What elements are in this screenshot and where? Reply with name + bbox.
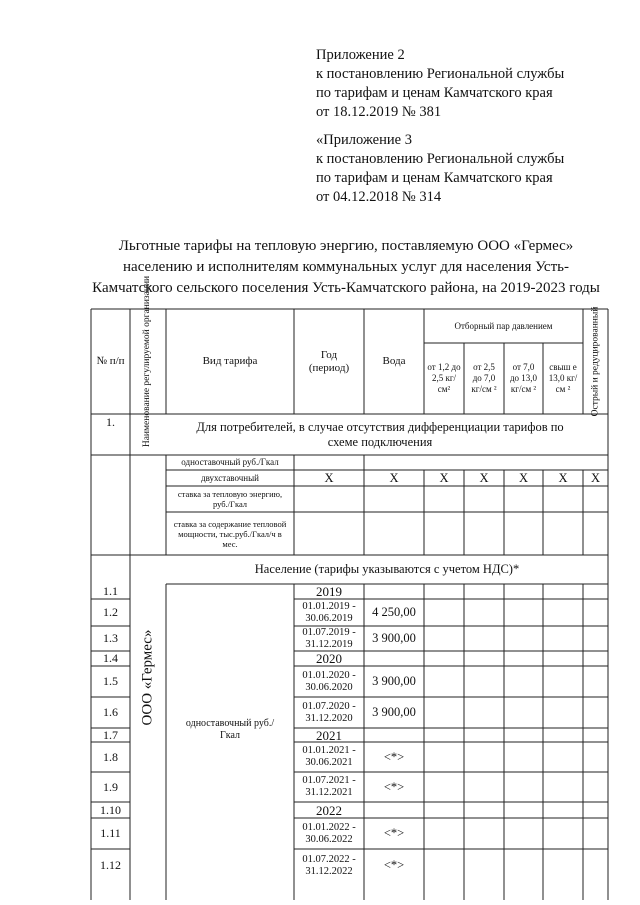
row-num: 1.4 — [103, 651, 118, 665]
header-pressure-3: от 7,0 до 13,0 кг/см ² — [509, 362, 538, 394]
x-mark: X — [439, 470, 449, 485]
section-1-title: Для потребителей, в случае отсутствия дифференциации тарифов по схеме подключения — [196, 419, 564, 449]
row-value: <*> — [383, 779, 405, 794]
row-period: 2022 — [316, 802, 342, 818]
header-org — [130, 275, 166, 448]
appendix-3-line: от 04.12.2018 № 314 — [316, 189, 442, 205]
row-num: 1.10 — [100, 802, 121, 817]
header-org-text: Наименование регулируемой организации — [142, 275, 153, 448]
row-value: <*> — [383, 858, 405, 872]
header-pressure-4: свыш е 13,0 кг/см ² — [548, 362, 578, 394]
header-live-steam-text: Острый и редуцированный — [590, 306, 601, 417]
row-period: 2020 — [316, 651, 342, 666]
title-line: Камчатского сельского поселения Усть-Камчатского района, на 2019-2023 годы — [92, 280, 600, 296]
population-tariff-type: одноставочный руб./Гкал — [185, 718, 275, 741]
x-mark: X — [558, 470, 568, 485]
header-pressure-1: от 1,2 до 2,5 кг/см² — [427, 362, 461, 394]
tariff-capacity-rate: ставка за содержание тепловой мощности, тыс.руб./Гкал/ч в мес. — [173, 518, 287, 549]
header-year: Год (период) — [308, 348, 350, 374]
tariff-energy-rate: ставка за тепловую энергию, руб./Гкал — [177, 489, 283, 509]
tariff-double-rate: двухставочный — [201, 472, 259, 483]
appendix-2-line: к постановлению Региональной службы — [316, 66, 565, 82]
organization-name-text: ООО «Гермес» — [139, 629, 156, 726]
row-value: <*> — [383, 826, 405, 840]
row-num: 1.2 — [103, 605, 118, 619]
row-num: 1.3 — [103, 631, 118, 645]
appendix-3-line: «Приложение 3 — [316, 132, 412, 148]
organization-name — [130, 455, 166, 900]
x-mark: X — [590, 470, 601, 485]
row-num: 1.12 — [100, 858, 121, 872]
appendix-2-block — [316, 46, 564, 122]
row-period: 2019 — [316, 584, 342, 599]
appendix-3-block — [316, 131, 564, 207]
row-num: 1.9 — [103, 779, 118, 794]
row-period: 01.07.2022 - 31.12.2022 — [302, 853, 356, 877]
header-live-steam — [583, 306, 608, 417]
header-water: Вода — [382, 355, 406, 367]
row-period: 01.07.2021 - 31.12.2021 — [302, 775, 356, 798]
row-period: 01.01.2020 - 30.06.2020 — [302, 669, 356, 693]
row-value: 4 250,00 — [372, 605, 416, 619]
row-value: 3 900,00 — [372, 631, 416, 645]
x-mark: X — [518, 470, 529, 485]
header-steam: Отборный пар давлением — [454, 320, 553, 331]
tariff-single-rate: одноставочный руб./Гкал — [181, 457, 279, 467]
row-num: 1.1 — [103, 584, 118, 598]
appendix-2-line: от 18.12.2019 № 381 — [316, 104, 442, 120]
row-period: 2021 — [316, 727, 342, 743]
row-value: 3 900,00 — [372, 705, 416, 719]
row-period: 01.07.2020 - 31.12.2020 — [302, 700, 356, 724]
title-line: Льготные тарифы на тепловую энергию, поставляемую ООО «Гермес» — [118, 238, 574, 254]
row-num: 1.5 — [103, 674, 118, 688]
row-period: 01.07.2019 - 31.12.2019 — [302, 626, 356, 650]
x-mark: X — [389, 470, 399, 485]
header-tariff-type: Вид тарифа — [202, 355, 258, 367]
row-value: <*> — [383, 749, 405, 764]
row-num: 1.7 — [103, 727, 118, 742]
row-value: 3 900,00 — [372, 674, 416, 688]
title-line: населению и исполнителям коммунальных услуг для населения Усть- — [123, 259, 569, 275]
row-period: 01.01.2022 - 30.06.2022 — [302, 821, 356, 845]
row-num: 1.6 — [103, 705, 118, 719]
row-period: 01.01.2021 - 30.06.2021 — [302, 745, 356, 768]
population-header: Население (тарифы указываются с учетом НДС)* — [254, 562, 520, 576]
header-num: № п/п — [96, 355, 125, 367]
row-period: 01.01.2019 - 30.06.2019 — [302, 600, 356, 624]
x-mark: X — [479, 470, 489, 485]
appendix-2-line: по тарифам и ценам Камчатского края — [316, 85, 553, 101]
appendix-3-line: по тарифам и ценам Камчатского края — [316, 170, 553, 186]
header-pressure-2: от 2,5 до 7,0 кг/см ² — [471, 362, 497, 394]
x-mark: X — [324, 470, 334, 485]
appendix-3-line: к постановлению Региональной службы — [316, 151, 565, 167]
row-num: 1.8 — [103, 749, 118, 764]
row-num: 1.11 — [100, 826, 121, 840]
section-1-num: 1. — [106, 414, 115, 429]
appendix-2-line: Приложение 2 — [316, 47, 405, 63]
